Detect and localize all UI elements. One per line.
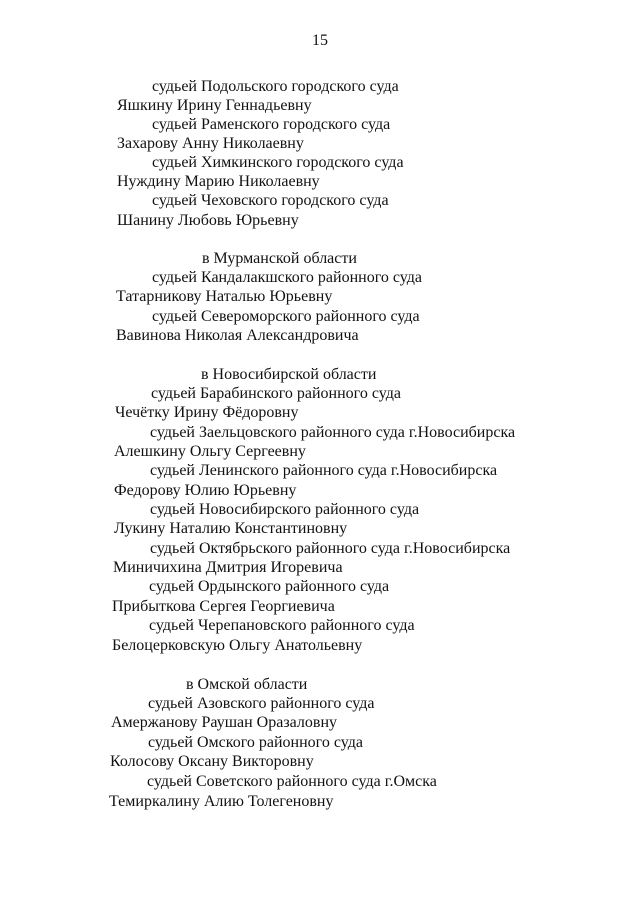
judge-name: Федорову Юлию Юрьевну	[114, 482, 297, 499]
judge-name: Шанину Любовь Юрьевну	[117, 212, 299, 229]
court-line: судьей Чеховского городского суда	[152, 192, 389, 209]
judge-name: Яшкину Ирину Геннадьевну	[117, 97, 312, 114]
judge-name: Лукину Наталию Константиновну	[114, 520, 348, 537]
judge-name: Татарникову Наталью Юрьевну	[116, 288, 333, 305]
court-line: судьей Советского районного суда г.Омска	[147, 773, 437, 790]
region-heading: в Новосибирской области	[201, 366, 377, 383]
court-line: судьей Химкинского городского суда	[152, 154, 404, 171]
judge-name: Белоцерковскую Ольгу Анатольевну	[112, 637, 363, 654]
judge-name: Прибыткова Сергея Георгиевича	[112, 598, 335, 615]
court-line: судьей Азовского районного суда	[148, 695, 375, 712]
region-heading: в Омской области	[186, 676, 308, 693]
court-line: судьей Октябрьского районного суда г.Новосибирска	[150, 540, 511, 557]
court-line: судьей Омского районного суда	[148, 734, 363, 751]
court-line: судьей Кандалакшского районного суда	[152, 269, 422, 286]
court-line: судьей Заельцовского районного суда г.Новосибирска	[150, 424, 516, 441]
judge-name: Вавинова Николая Александровича	[116, 327, 359, 344]
court-line: судьей Новосибирского районного суда	[150, 501, 420, 518]
judge-name: Нуждину Марию Николаевну	[117, 173, 320, 190]
court-line: судьей Барабинского районного суда	[151, 385, 401, 402]
judge-name: Темиркалину Алию Толегеновну	[109, 793, 334, 810]
court-line: судьей Североморского районного суда	[152, 308, 420, 325]
court-line: судьей Раменского городского суда	[152, 116, 391, 133]
judge-name: Миничихина Дмитрия Игоревича	[113, 559, 343, 576]
court-line: судьей Черепановского районного суда	[149, 617, 415, 634]
page-number: 15	[312, 32, 328, 49]
court-line: судьей Ленинского районного суда г.Новосибирска	[150, 462, 498, 479]
judge-name: Колосову Оксану Викторовну	[110, 753, 314, 770]
court-line: судьей Подольского городского суда	[152, 78, 399, 95]
judge-name: Чечётку Ирину Фёдоровну	[115, 404, 299, 421]
court-line: судьей Ордынского районного суда	[149, 578, 390, 595]
judge-name: Захарову Анну Николаевну	[117, 135, 304, 152]
region-heading: в Мурманской области	[202, 250, 357, 267]
judge-name: Алешкину Ольгу Сергеевну	[114, 443, 306, 460]
judge-name: Амержанову Раушан Оразаловну	[111, 714, 337, 731]
